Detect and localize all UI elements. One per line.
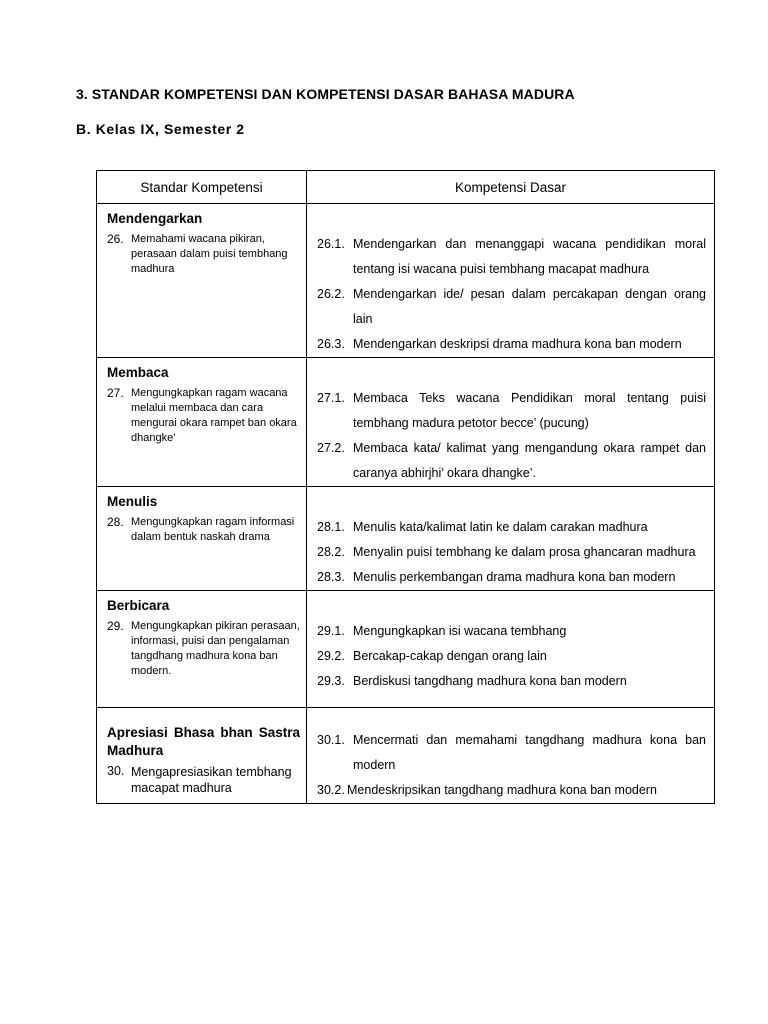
kd-number: 26.1.	[317, 237, 345, 251]
sk-number: 27.	[107, 386, 124, 400]
sk-text: Mengungkapkan pikiran perasaan, informasi, puisi dan pengalaman tangdhang madhura kona ban modern.	[131, 620, 300, 677]
kd-item	[317, 232, 706, 282]
sk-cell-mendengarkan	[97, 204, 307, 358]
kd-number: 29.2.	[317, 649, 345, 663]
table-row	[97, 708, 715, 804]
kd-item	[317, 669, 706, 694]
kd-item	[317, 386, 706, 436]
kd-text: Membaca Teks wacana Pendidikan moral tentang puisi tembhang madura petotor becce’ (pucung)	[353, 391, 706, 430]
kd-number: 26.3.	[317, 337, 345, 351]
kd-cell-berbicara	[307, 591, 715, 708]
kd-item	[317, 332, 706, 357]
sk-cell-menulis	[97, 487, 307, 591]
sk-number: 30.	[107, 764, 125, 778]
kd-item	[317, 436, 706, 486]
kd-text: Menulis kata/kalimat latin ke dalam carakan madhura	[353, 520, 648, 534]
kd-text: Menulis perkembangan drama madhura kona ban modern	[353, 570, 676, 584]
kd-cell-apresiasi	[307, 708, 715, 804]
kd-number: 29.1.	[317, 624, 345, 638]
sk-item	[107, 764, 300, 796]
sk-text: Mengapresiasikan tembhang macapat madhura	[131, 765, 292, 795]
kd-number: 26.2.	[317, 287, 345, 301]
sk-text: Mengungkapkan ragam informasi dalam bentuk naskah drama	[131, 516, 295, 543]
kd-item	[317, 540, 706, 565]
kd-number: 28.3.	[317, 570, 345, 584]
kd-item	[317, 644, 706, 669]
header-standar-kompetensi: Standar Kompetensi	[97, 171, 307, 204]
kd-number: 27.2.	[317, 441, 345, 455]
sk-title: Apresiasi Bhasa bhan Sastra	[107, 725, 300, 740]
kd-text: Mendengarkan dan menanggapi wacana pendidikan moral tentang isi wacana puisi tembhang macapat madhura	[353, 237, 706, 276]
sk-number: 29.	[107, 619, 124, 633]
competency-table	[96, 170, 715, 804]
kd-text: Mengungkapkan isi wacana tembhang	[353, 624, 567, 638]
table-row	[97, 358, 715, 487]
kd-text: Mencermati dan memahami tangdhang madhura kona ban modern	[353, 733, 706, 772]
kd-number: 29.3.	[317, 674, 345, 688]
sk-item	[107, 232, 300, 277]
kd-item	[317, 515, 706, 540]
kd-item	[317, 728, 706, 778]
section-heading: 3. STANDAR KOMPETENSI DAN KOMPETENSI DASAR BAHASA MADURA	[76, 86, 575, 102]
kd-item	[317, 619, 706, 644]
sk-item	[107, 386, 300, 446]
kd-text: Membaca kata/ kalimat yang mengandung okara rampet dan caranya abhirjhi’ okara dhangke’.	[353, 441, 706, 480]
kd-item	[317, 565, 706, 590]
sk-title: Membaca	[107, 365, 169, 380]
sk-cell-berbicara	[97, 591, 307, 708]
kd-number: 30.2.	[317, 783, 345, 797]
sk-text: Mengungkapkan ragam wacana melalui membaca dan cara mengurai okara rampet ban okara dhangke’	[131, 387, 297, 444]
kd-text: Bercakap-cakap dengan orang lain	[353, 649, 547, 663]
kd-cell-mendengarkan	[307, 204, 715, 358]
kd-cell-menulis	[307, 487, 715, 591]
kd-number: 30.1.	[317, 733, 345, 747]
kd-number: 28.1.	[317, 520, 345, 534]
kd-cell-membaca	[307, 358, 715, 487]
table-row	[97, 487, 715, 591]
sk-title-continued: Madhura	[107, 743, 164, 758]
sk-title: Mendengarkan	[107, 211, 203, 226]
sk-number: 28.	[107, 515, 124, 529]
sk-number: 26.	[107, 232, 124, 246]
kd-number: 28.2.	[317, 545, 345, 559]
class-semester-heading: B. Kelas IX, Semester 2	[76, 121, 245, 137]
kd-text: Mendengarkan deskripsi drama madhura kona ban modern	[353, 337, 682, 351]
sk-title: Berbicara	[107, 598, 170, 613]
kd-text: Mendeskripsikan tangdhang madhura kona ban modern	[347, 783, 657, 797]
header-kompetensi-dasar: Kompetensi Dasar	[307, 171, 715, 204]
sk-cell-apresiasi	[97, 708, 307, 804]
sk-item	[107, 515, 300, 545]
kd-text: Berdiskusi tangdhang madhura kona ban modern	[353, 674, 627, 688]
table-header-row	[97, 171, 715, 204]
sk-title: Menulis	[107, 494, 158, 509]
sk-item	[107, 619, 300, 679]
kd-text: Mendengarkan ide/ pesan dalam percakapan dengan orang lain	[353, 287, 706, 326]
sk-cell-membaca	[97, 358, 307, 487]
kd-item	[317, 778, 706, 803]
table-row	[97, 204, 715, 358]
kd-item	[317, 282, 706, 332]
table-row	[97, 591, 715, 708]
kd-text: Menyalin puisi tembhang ke dalam prosa ghancaran madhura	[353, 545, 696, 559]
sk-text: Memahami wacana pikiran, perasaan dalam puisi tembhang madhura	[131, 233, 288, 275]
kd-number: 27.1.	[317, 391, 345, 405]
